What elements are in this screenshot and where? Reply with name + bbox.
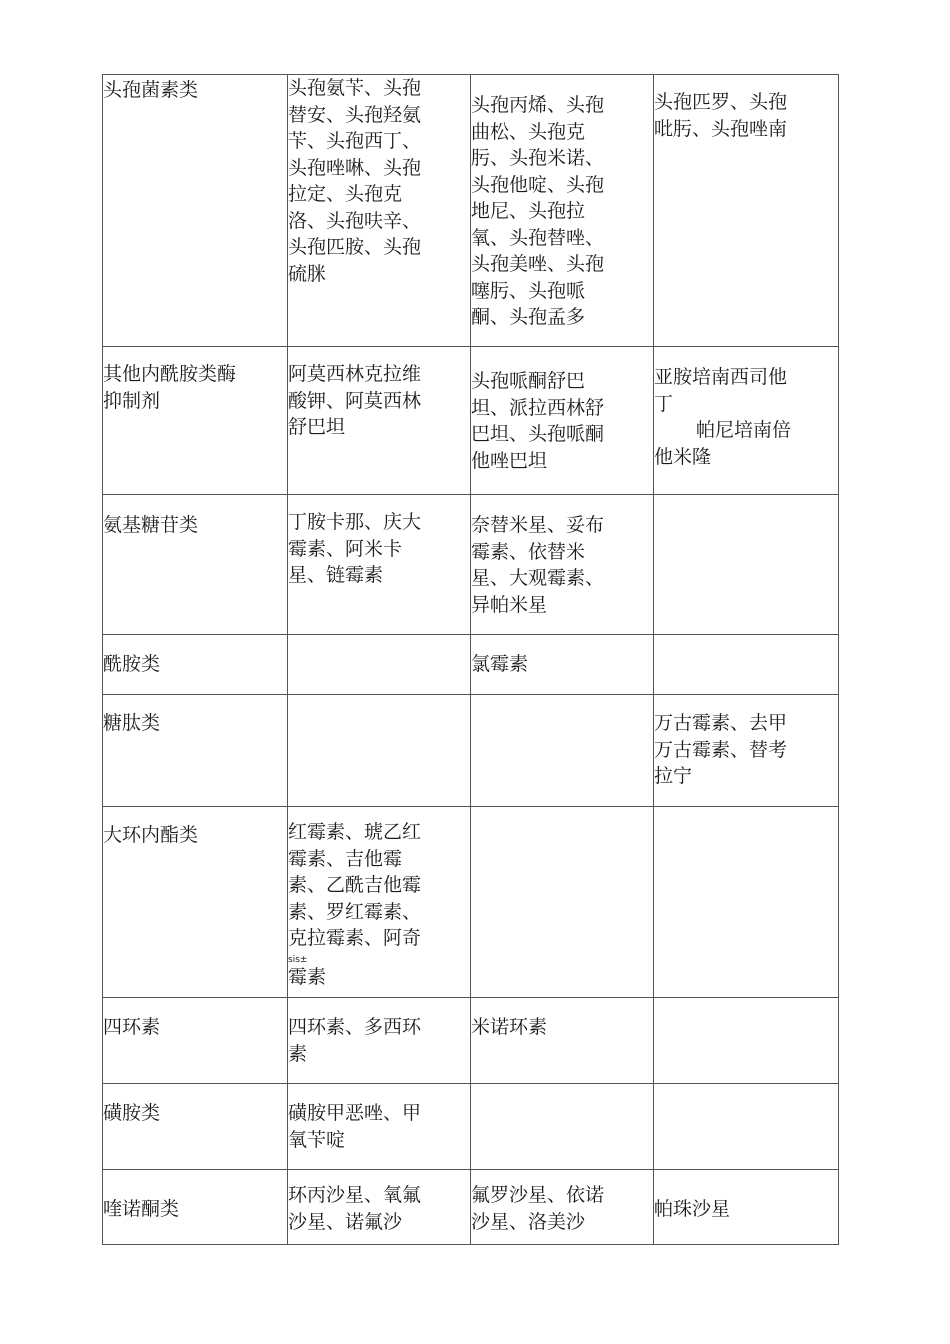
drug-text: 头孢哌酮舒巴 (471, 370, 586, 392)
category-label: 喹诺酮类 (103, 1198, 180, 1220)
drug-text: 丁胺卡那、庆大 (288, 511, 422, 533)
drug-text: 苄、头孢西丁、 (288, 130, 422, 152)
category-cell (103, 635, 288, 695)
drug-text: 丁 (654, 392, 674, 415)
drug-text: 酮、头孢孟多 (471, 306, 586, 328)
drug-text: 星、链霉素 (288, 564, 384, 586)
empty-cell (471, 695, 654, 807)
drug-text: 亚胺培南西司他 (654, 366, 788, 388)
drug-text: 头孢唑啉、头孢 (288, 156, 422, 179)
drug-text: 头孢匹罗、头孢 (654, 91, 788, 113)
drug-text: 坦、派拉西林舒 (471, 396, 605, 419)
table-row (103, 998, 839, 1084)
drug-text: 米诺环素 (471, 1016, 548, 1038)
table-row (103, 347, 839, 495)
empty-cell (471, 1084, 654, 1170)
empty-cell (654, 1084, 839, 1170)
drug-cell (654, 695, 839, 807)
category-cell (103, 695, 288, 807)
drug-text: 曲松、头孢克 (471, 120, 586, 143)
drug-cell (471, 1170, 654, 1245)
drug-text: 克拉霉素、阿奇 (288, 927, 422, 949)
table-row (103, 75, 839, 347)
empty-cell (654, 635, 839, 695)
empty-cell (654, 807, 839, 998)
drug-text: 沙星、洛美沙 (471, 1210, 586, 1233)
drug-text: 氯霉素 (471, 653, 529, 675)
antibiotic-classification-table (102, 74, 839, 1245)
drug-text: 星、大观霉素、 (471, 567, 605, 589)
drug-text: 素、乙酰吉他霉 (288, 874, 422, 896)
drug-cell (288, 1170, 471, 1245)
drug-cell (471, 75, 654, 347)
empty-cell (654, 998, 839, 1084)
category-cell (103, 1084, 288, 1170)
category-cell (103, 1170, 288, 1245)
table-row (103, 695, 839, 807)
category-label: 抑制剂 (103, 389, 161, 412)
category-label: 四环素 (103, 1016, 161, 1038)
drug-text: 舒巴坦 (288, 416, 346, 438)
drug-text: 吡肟、头孢唑南 (654, 117, 788, 140)
artifact-text: sis± (288, 954, 308, 965)
drug-text: 沙星、诺氟沙 (288, 1210, 403, 1233)
drug-text: 噻肟、头孢哌 (471, 279, 586, 302)
drug-cell (471, 635, 654, 695)
drug-cell (654, 75, 839, 347)
category-cell (103, 495, 288, 635)
drug-text: 帕珠沙星 (654, 1198, 731, 1220)
drug-text: 素 (288, 1042, 308, 1065)
drug-cell (288, 807, 471, 998)
empty-cell (654, 495, 839, 635)
category-label: 其他内酰胺类酶 (103, 363, 237, 385)
drug-text: 头孢他啶、头孢 (471, 173, 605, 196)
drug-cell (288, 495, 471, 635)
empty-cell (471, 807, 654, 998)
drug-text: 四环素、多西环 (288, 1016, 422, 1038)
drug-text: 头孢匹胺、头孢 (288, 236, 422, 258)
drug-text: 磺胺甲恶唑、甲 (288, 1102, 422, 1124)
drug-text: 硫脒 (288, 262, 327, 285)
drug-cell (288, 998, 471, 1084)
drug-text: 万古霉素、去甲 (654, 712, 788, 734)
drug-text: 素、罗红霉素、 (288, 900, 422, 923)
category-cell (103, 347, 288, 495)
drug-text: 替安、头孢羟氨 (288, 103, 422, 126)
drug-text: 氧、头孢替唑、 (471, 226, 605, 249)
drug-text: 拉定、头孢克 (288, 183, 403, 205)
table-row (103, 1170, 839, 1245)
drug-text: 他唑巴坦 (471, 449, 548, 472)
drug-text: 酸钾、阿莫西林 (288, 389, 422, 412)
table-row (103, 1084, 839, 1170)
drug-cell (288, 1084, 471, 1170)
drug-text: 头孢丙烯、头孢 (471, 94, 605, 116)
drug-text: 环丙沙星、氧氟 (288, 1184, 422, 1206)
drug-text: 头孢氨苄、头孢 (288, 77, 422, 99)
drug-text: 巴坦、头孢哌酮 (471, 423, 605, 445)
drug-cell (654, 347, 839, 495)
drug-cell (288, 347, 471, 495)
drug-text: 霉素、吉他霉 (288, 847, 403, 870)
category-cell (103, 998, 288, 1084)
drug-text: 肟、头孢米诺、 (471, 147, 605, 169)
drug-cell (471, 347, 654, 495)
empty-cell (288, 695, 471, 807)
drug-text: 氧苄啶 (288, 1128, 346, 1151)
drug-text: 他米隆 (654, 445, 712, 468)
drug-text: 万古霉素、替考 (654, 738, 788, 761)
category-label: 大环内酯类 (103, 824, 199, 846)
drug-cell (288, 75, 471, 347)
drug-text: 红霉素、琥乙红 (288, 821, 422, 843)
drug-text: 氟罗沙星、依诺 (471, 1184, 605, 1206)
drug-text: 霉素、依替米 (471, 540, 586, 563)
drug-text: 帕尼培南倍 (696, 419, 792, 441)
table-row (103, 807, 839, 998)
drug-text: 地尼、头孢拉 (471, 200, 586, 222)
empty-cell (288, 635, 471, 695)
category-label: 磺胺类 (103, 1102, 161, 1124)
drug-cell (654, 1170, 839, 1245)
category-label: 头孢菌素类 (103, 79, 199, 101)
drug-text: 阿莫西林克拉维 (288, 363, 422, 385)
drug-text: 异帕米星 (471, 593, 548, 616)
drug-text: 霉素 (288, 965, 327, 988)
table-row (103, 635, 839, 695)
drug-text: 洛、头孢呋辛、 (288, 209, 422, 232)
drug-cell (471, 495, 654, 635)
category-label: 氨基糖苷类 (103, 514, 199, 536)
category-label: 糖肽类 (103, 712, 161, 734)
category-label: 酰胺类 (103, 653, 161, 675)
drug-text: 头孢美唑、头孢 (471, 253, 605, 275)
category-cell (103, 807, 288, 998)
drug-text: 奈替米星、妥布 (471, 514, 605, 536)
table-row (103, 495, 839, 635)
drug-cell (471, 998, 654, 1084)
drug-text: 霉素、阿米卡 (288, 537, 403, 560)
category-cell (103, 75, 288, 347)
drug-text: 拉宁 (654, 765, 693, 787)
